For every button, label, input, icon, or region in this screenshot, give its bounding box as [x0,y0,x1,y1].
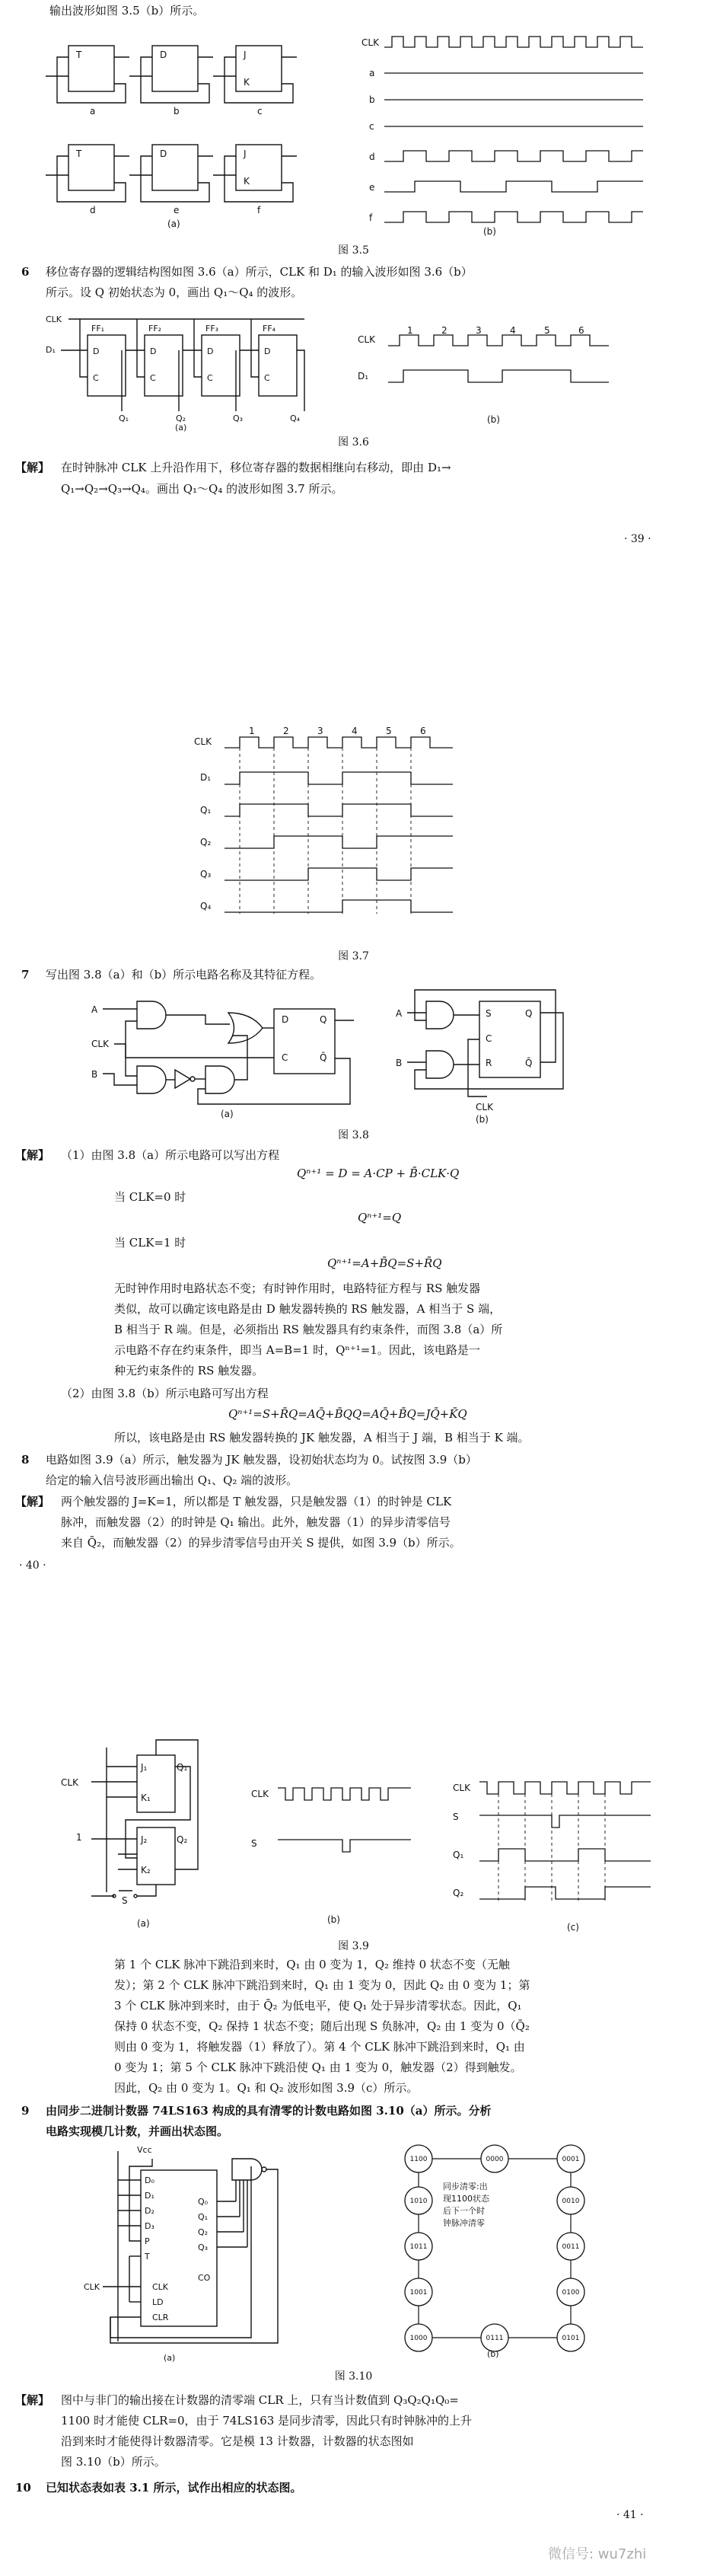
svg-text:1001: 1001 [409,2289,428,2297]
svg-text:Vcc: Vcc [137,2145,152,2155]
svg-text:Q₁: Q₁ [198,2212,209,2222]
svg-text:CLK: CLK [358,334,375,345]
q9-text: 电路实现模几计数，并画出状态图。 [46,2124,229,2138]
label-f: f [257,205,261,215]
svg-text:R: R [486,1058,492,1068]
svg-text:Q: Q [525,1008,533,1019]
ans8-line: 两个触发器的 J=K=1，所以都是 T 触发器，只是触发器（1）的时钟是 CLK [61,1495,452,1508]
ans8-line: 来自 Q̄₂，而触发器（2）的异步清零信号由开关 S 提供，如图 3.9（b）所示。 [61,1536,461,1550]
fig-3-9-b [251,1782,426,1926]
ans6-text-1: 在时钟脉冲 CLK 上升沿作用下，移位寄存器的数据相继向右移动，即由 D₁→ [61,461,451,474]
equation-2: Qⁿ⁺¹=Q [358,1211,402,1224]
svg-text:Q₂: Q₂ [198,2227,209,2237]
svg-text:FF₃: FF₃ [205,324,219,334]
svg-text:钟脉冲清零: 钟脉冲清零 [443,2218,485,2228]
svg-text:c: c [369,121,374,132]
svg-text:P: P [145,2236,150,2246]
fig310-caption: 图 3.10 [334,2370,373,2383]
q7-text: 写出图 3.8（a）和（b）所示电路名称及其特征方程。 [46,968,322,982]
svg-text:1011: 1011 [409,2243,428,2251]
svg-text:3: 3 [476,325,482,336]
fig38-caption: 图 3.8 [338,1129,369,1141]
fig-3-9-a [61,1740,213,1930]
svg-text:d: d [369,152,375,162]
svg-text:(a): (a) [221,1109,234,1119]
svg-text:0011: 0011 [562,2243,580,2251]
svg-text:5: 5 [386,726,392,736]
svg-text:Q₃: Q₃ [233,413,244,423]
label-a: a [90,106,96,117]
svg-text:K: K [244,77,250,88]
svg-text:(b): (b) [487,414,500,425]
svg-text:D₁: D₁ [145,2191,154,2201]
svg-text:D₂: D₂ [145,2206,154,2216]
svg-text:FF₁: FF₁ [91,324,105,334]
fig35-caption: 图 3.5 [338,244,369,257]
q8-text: 电路如图 3.9（a）所示，触发器为 JK 触发器，设初始状态均为 0。试按图 3.9（b） [46,1453,477,1467]
fig-3-8-a [91,994,365,1119]
ans9-line: 1100 时才能使 CLR=0，由于 74LS163 是同步清零，因此只有时钟脉冲的上升 [61,2414,473,2428]
svg-text:Q₁: Q₁ [453,1850,464,1860]
ans7-line: （2）由图 3.8（b）所示电路可写出方程 [61,1387,269,1400]
ans7-line: 示电路不存在约束条件，即当 A=B=1 时，Qⁿ⁺¹=1。因此，该电路是一 [114,1343,480,1357]
ans6-text-2: Q₁→Q₂→Q₃→Q₄。画出 Q₁～Q₄ 的波形如图 3.7 所示。 [61,482,343,496]
svg-text:J: J [244,148,247,159]
fig-3-9-c [453,1774,681,1934]
q6-text-2: 所示。设 Q 初始状态为 0，画出 Q₁～Q₄ 的波形。 [46,286,303,299]
svg-text:D: D [207,346,214,356]
svg-text:D: D [264,346,271,356]
svg-text:Q: Q [320,1014,327,1025]
svg-text:S: S [453,1811,459,1822]
p41-line: 则由 0 变为 1，将触发器（1）释放了）。第 4 个 CLK 脉冲下跳沿到来时，Q₁ 由 [114,2040,525,2054]
ans7-line: 当 CLK=1 时 [114,1236,186,1250]
fig37-caption: 图 3.7 [338,950,369,962]
svg-text:Q̄: Q̄ [525,1058,533,1068]
page-39: · 39 · [624,533,651,545]
svg-text:D: D [282,1014,289,1025]
svg-text:1: 1 [249,726,255,736]
svg-text:D₃: D₃ [145,2221,154,2231]
svg-text:J₂: J₂ [141,1834,148,1845]
svg-text:Q₂: Q₂ [176,413,186,423]
q6-text-1: 移位寄存器的逻辑结构图如图 3.6（a）所示，CLK 和 D₁ 的输入波形如图 3.6（b） [46,265,473,279]
svg-text:0010: 0010 [562,2198,580,2205]
svg-text:D₁: D₁ [358,371,369,381]
svg-text:5: 5 [544,325,550,336]
svg-text:Q₀: Q₀ [198,2197,209,2207]
svg-text:Q₁: Q₁ [200,805,212,816]
svg-text:CLR: CLR [152,2313,169,2322]
svg-text:C: C [207,373,213,383]
q7-number: 7 [21,968,30,982]
svg-text:Q₁: Q₁ [119,413,129,423]
svg-text:(a): (a) [164,2353,176,2363]
label-c: c [257,106,263,117]
svg-text:D: D [93,346,100,356]
svg-text:1100: 1100 [409,2156,428,2163]
svg-text:A: A [91,1004,98,1015]
svg-text:CLK: CLK [61,1777,78,1788]
svg-text:0100: 0100 [562,2289,580,2297]
svg-text:CLK: CLK [152,2282,169,2292]
page-40: · 40 · [19,1559,46,1572]
svg-text:(b): (b) [327,1914,340,1925]
svg-text:CLK: CLK [453,1783,470,1793]
q6-number: 6 [21,265,30,279]
svg-text:1: 1 [76,1832,82,1843]
q10-number: 10 [15,2481,31,2495]
svg-text:B: B [396,1058,403,1068]
svg-text:f: f [369,212,373,223]
svg-text:a: a [369,68,375,78]
svg-text:(b): (b) [476,1114,489,1125]
svg-text:1010: 1010 [409,2198,428,2205]
svg-text:2: 2 [441,325,447,336]
p41-line: 0 变为 1；第 5 个 CLK 脉冲下跳沿使 Q₁ 由 1 变为 0，触发器（2）得到触发。 [114,2060,522,2074]
svg-text:4: 4 [510,325,516,336]
svg-text:0101: 0101 [562,2335,580,2342]
svg-text:Q₁: Q₁ [177,1762,188,1773]
svg-text:S: S [251,1838,257,1849]
svg-text:(b): (b) [487,2349,499,2359]
svg-text:0001: 0001 [562,2156,580,2163]
svg-text:D: D [160,148,167,159]
ans7-line: 种无约束条件的 RS 触发器。 [114,1364,264,1377]
svg-text:CLK: CLK [84,2282,100,2292]
equation-3: Qⁿ⁺¹=A+B̄Q=S+R̄Q [327,1256,442,1270]
svg-text:e: e [369,182,375,193]
ans7-line: 所以，该电路是由 RS 触发器转换的 JK 触发器，A 相当于 J 端，B 相当于 K 端。 [114,1431,530,1444]
svg-text:LD: LD [152,2297,164,2307]
svg-text:T: T [76,148,82,159]
svg-text:3: 3 [317,726,323,736]
svg-text:现1100状态: 现1100状态 [443,2194,489,2204]
fig-3-5-b [361,30,651,236]
svg-text:FF₂: FF₂ [148,324,162,334]
fig36-caption: 图 3.6 [338,436,369,448]
q10-text: 已知状态表如表 3.1 所示，试作出相应的状态图。 [46,2481,302,2495]
svg-text:2: 2 [283,726,289,736]
fig-3-6-a [46,308,327,433]
ans9-tag: 【解】 [15,2393,50,2407]
svg-text:(c): (c) [567,1922,579,1933]
svg-text:CLK: CLK [361,37,379,48]
svg-text:0000: 0000 [486,2156,504,2163]
svg-text:C: C [264,373,270,383]
svg-text:(a): (a) [175,423,187,433]
svg-text:1: 1 [407,325,413,336]
svg-text:J₁: J₁ [141,1762,148,1773]
svg-text:C: C [486,1033,492,1044]
fig-3-6-b [358,320,647,426]
svg-text:K: K [244,176,250,187]
ans7-line: 无时钟作用时电路状态不变；有时钟作用时，电路特征方程与 RS 触发器 [114,1282,481,1295]
svg-text:0111: 0111 [486,2335,504,2342]
svg-text:S: S [486,1008,492,1019]
svg-text:D₀: D₀ [145,2175,154,2185]
intro-line: 输出波形如图 3.5（b）所示。 [49,4,205,18]
svg-text:S: S [122,1895,128,1906]
fig39-caption: 图 3.9 [338,1940,369,1952]
ans8-tag: 【解】 [15,1495,50,1508]
svg-text:(a): (a) [137,1918,150,1929]
ans9-line: 沿到来时才能使得计数器清零。它是模 13 计数器，计数器的状态图如 [61,2434,414,2448]
svg-text:1000: 1000 [409,2335,428,2342]
svg-text:6: 6 [578,325,584,336]
svg-text:CLK: CLK [46,314,62,324]
svg-text:CLK: CLK [91,1039,109,1049]
fig-3-10-b [381,2143,609,2357]
equation-4: Qⁿ⁺¹=S+R̄Q=AQ̄+B̄QQ=AQ̄+B̄Q=JQ̄+K̄Q [228,1407,467,1421]
ans8-line: 脉冲，而触发器（2）的时钟是 Q₁ 输出。此外，触发器（1）的异步清零信号 [61,1515,451,1529]
svg-text:后下一个时: 后下一个时 [443,2206,485,2216]
svg-text:Q₄: Q₄ [200,901,212,911]
ans9-line: 图 3.10（b）所示。 [61,2455,166,2469]
p41-line: 保持 0 状态不变，Q₂ 保持 1 状态不变；随后出现 S 负脉冲，Q₂ 由 1 变为 0（Q̄₂ [114,2019,530,2033]
label-e: e [174,205,180,215]
svg-text:A: A [396,1008,403,1019]
q8-number: 8 [21,1453,30,1467]
label-d: d [90,205,96,215]
label-b: b [174,106,180,117]
ans6-tag: 【解】 [15,461,50,474]
fig-3-7 [194,723,483,944]
p41-line: 因此，Q₂ 由 0 变为 1。Q₁ 和 Q₂ 波形如图 3.9（c）所示。 [114,2081,419,2095]
fig-3-5-a [46,30,335,228]
p41-line: 第 1 个 CLK 脉冲下跳沿到来时，Q₁ 由 0 变为 1，Q₂ 维持 0 状态不变（无触 [114,1958,510,1971]
svg-text:CLK: CLK [251,1789,269,1799]
fig35-sub-a: (a) [167,219,180,229]
equation-1: Qⁿ⁺¹ = D = A·CP + B̄·CLK·Q [297,1167,460,1180]
q9-text: 由同步二进制计数器 74LS163 构成的具有清零的计数电路如图 3.10（a）所示。分析 [46,2104,492,2118]
svg-text:同步清零:出: 同步清零:出 [443,2182,488,2191]
ans7-line: 当 CLK=0 时 [114,1190,186,1204]
svg-text:K₁: K₁ [141,1792,151,1803]
ans7-line: B 相当于 R 端。但是，必须指出 RS 触发器具有约束条件，而图 3.8（a）所 [114,1323,503,1336]
svg-text:C: C [282,1052,288,1063]
q8-text: 给定的输入信号波形画出输出 Q₁、Q₂ 端的波形。 [46,1473,298,1487]
page-41: · 41 · [616,2509,644,2521]
svg-text:Q₃: Q₃ [198,2242,209,2252]
svg-text:Q₂: Q₂ [453,1888,464,1898]
fig-3-8-b [396,990,578,1123]
ans7-line: 类似，故可以确定该电路是由 D 触发器转换的 RS 触发器，A 相当于 S 端， [114,1302,502,1316]
fig35-sub-b: (b) [483,226,496,237]
svg-text:D: D [160,49,167,60]
svg-text:C: C [150,373,156,383]
svg-text:6: 6 [420,726,426,736]
svg-text:C: C [93,373,99,383]
ans7-tag: 【解】 [15,1148,50,1162]
svg-text:Q₃: Q₃ [200,869,212,879]
svg-text:J: J [244,49,247,60]
svg-text:b: b [369,94,375,105]
watermark: 微信号: wu7zhi [548,2546,647,2562]
svg-text:Q₂: Q₂ [200,837,212,847]
svg-text:D: D [150,346,157,356]
svg-text:K₂: K₂ [141,1865,151,1875]
ans9-line: 图中与非门的输出接在计数器的清零端 CLR 上，只有当计数值到 Q₃Q₂Q₁Q₀= [61,2393,459,2407]
p41-line: 3 个 CLK 脉冲到来时，由于 Q̄₂ 为低电平，使 Q₁ 处于异步清零状态。因此，Q₁ [114,1999,522,2013]
svg-text:B: B [91,1069,98,1080]
svg-text:D₁: D₁ [200,772,212,783]
svg-text:CLK: CLK [476,1102,493,1112]
svg-text:T: T [76,49,82,60]
svg-text:CO: CO [198,2273,211,2283]
svg-text:Q₂: Q₂ [177,1834,188,1845]
svg-text:CLK: CLK [194,736,212,747]
svg-text:4: 4 [352,726,358,736]
svg-text:FF₄: FF₄ [263,324,276,334]
svg-text:Q₄: Q₄ [290,413,301,423]
svg-text:Q̄: Q̄ [320,1052,327,1063]
svg-text:D₁: D₁ [46,345,56,355]
svg-text:T: T [145,2252,150,2262]
p41-line: 发）；第 2 个 CLK 脉冲下跳沿到来时，Q₁ 由 1 变为 0，因此 Q₂ 由 0 变为 1；第 [114,1978,530,1992]
fig-3-10-a [84,2143,312,2364]
q9-number: 9 [21,2104,30,2118]
ans7-line: （1）由图 3.8（a）所示电路可以写出方程 [61,1148,280,1162]
